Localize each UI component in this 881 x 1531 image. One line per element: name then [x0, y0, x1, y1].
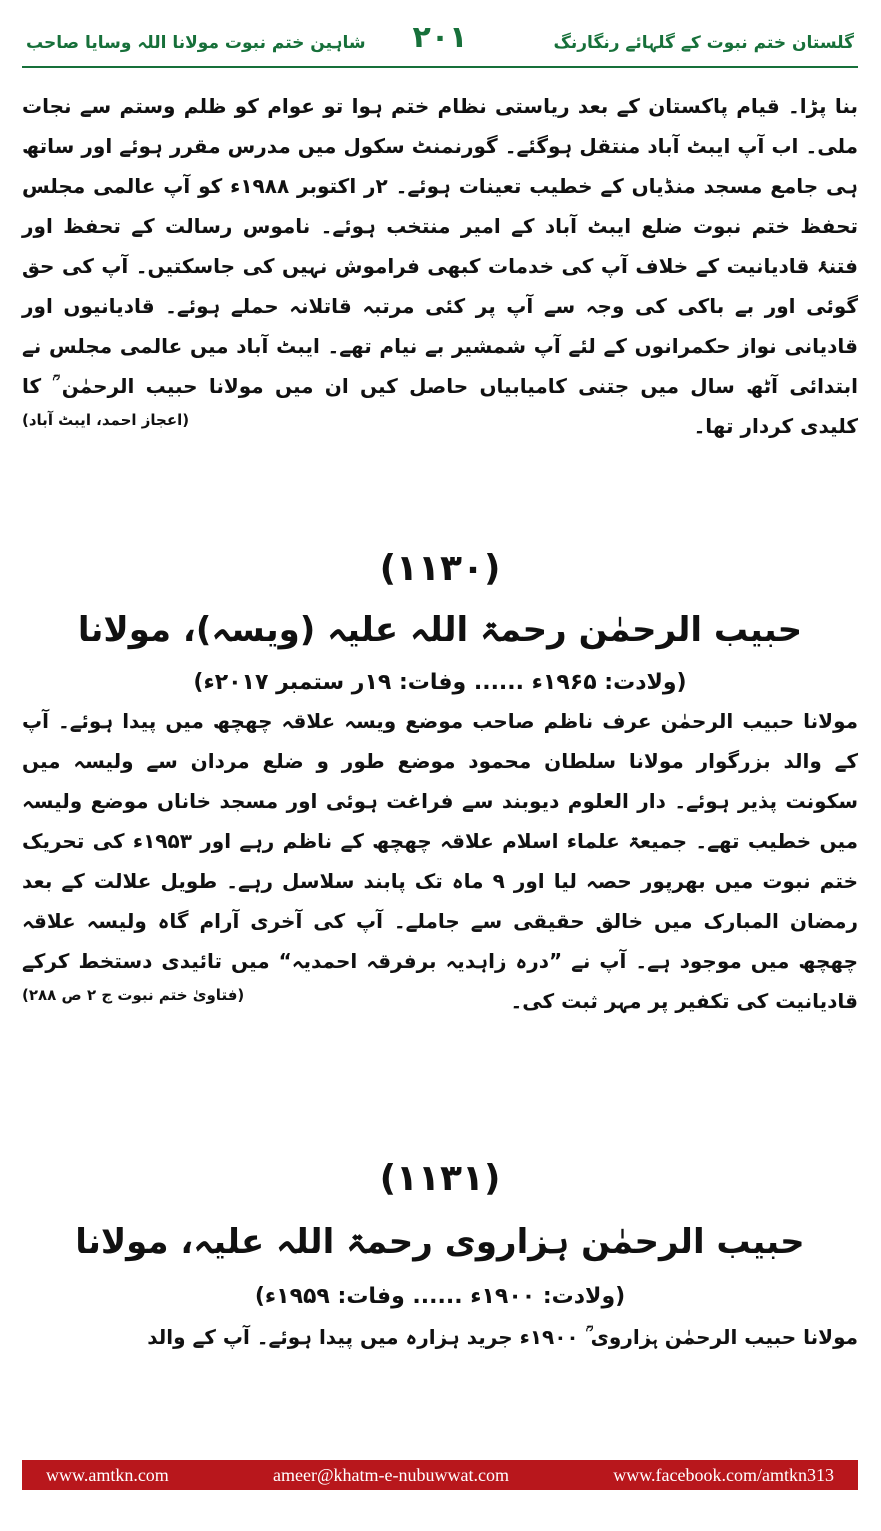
- entry-1130: [22, 548, 858, 1013]
- entry-title: حبیب الرحمٰن رحمۃ اللہ علیہ (ویسہ)، مولانا: [77, 610, 803, 650]
- intro-block: [22, 86, 858, 438]
- entry-number: (۱۱۳۱): [379, 1158, 501, 1199]
- email-link[interactable]: ameer@khatm-e-nubuwwat.com: [273, 1464, 510, 1485]
- author-name: شاہین ختم نبوت مولانا اللہ وسایا صاحب: [26, 33, 366, 53]
- entry-paragraph: مولانا حبیب الرحمٰن عرف ناظم صاحب موضع ویسہ علاقہ چھچھ میں پیدا ہوئے۔ آپ کے والد بزرگوار مولانا سلطان محمود موضع طور و ضلع مردان سے ولیسہ میں سکونت پذیر ہوئے۔ دار العلوم دیوبند سے فراغت ہوئی اور مسجد خاناں موضع ولیسہ میں خطیب تھے۔ جمیعۃ علماء اسلام علاقہ چھچھ کے ناظم رہے اور ۱۹۵۳ء کی تحریک ختم نبوت میں بھرپور حصہ لیا اور ۹ ماہ تک پابند سلاسل رہے۔ طویل علالت کے بعد رمضان المبارک میں خالق حقیقی سے جاملے۔ آپ کی آخری آرام گاہ ولیسہ علاقہ چھچھ میں موجود ہے۔ آپ نے ”درہ زاہدیہ برفرقہ احمدیہ“ میں تائیدی دستخط کرکے قادیانیت کی تکفیر پر مہر ثبت کی۔: [22, 709, 858, 1013]
- entry-dates: (ولادت: ۱۹۰۰ء ...... وفات: ۱۹۵۹ء): [254, 1284, 626, 1309]
- page-footer: [22, 1460, 858, 1490]
- website-link[interactable]: www.amtkn.com: [46, 1464, 169, 1485]
- entry-number: (۱۱۳۰): [379, 548, 501, 589]
- book-title: گلستان ختم نبوت کے گلہائے رنگارنگ: [553, 33, 854, 53]
- header-rule: [22, 66, 858, 68]
- entry-title: حبیب الرحمٰن ہزاروی رحمۃ اللہ علیہ، مولانا: [75, 1222, 805, 1262]
- entry-dates: (ولادت: ۱۹۶۵ء ...... وفات: ۱۹ر ستمبر ۲۰۱۷ء): [193, 670, 687, 695]
- entry-1131: [22, 1158, 858, 1357]
- page-header: [22, 20, 858, 68]
- entry-paragraph: مولانا حبیب الرحمٰن ہزاروی ؒ ۱۹۰۰ء جرید ہزارہ میں پیدا ہوئے۔ آپ کے والد: [147, 1325, 858, 1349]
- intro-citation: (اعجاز احمد، ایبٹ آباد): [22, 411, 190, 429]
- entry-citation: (فتاویٰ ختم نبوت ج ۲ ص ۲۸۸): [22, 986, 245, 1004]
- facebook-link[interactable]: www.facebook.com/amtkn313: [613, 1464, 834, 1485]
- intro-paragraph: بنا پڑا۔ قیام پاکستان کے بعد ریاستی نظام ختم ہوا تو عوام کو ظلم وستم سے نجات ملی۔ اب آپ ایبٹ آباد منتقل ہوگئے۔ گورنمنٹ سکول میں مدرس مقرر ہوئے اور ساتھ ہی جامع مسجد منڈیاں کے خطیب تعینات ہوئے۔ ۲ر اکتوبر ۱۹۸۸ء کو آپ عالمی مجلس تحفظ ختم نبوت ضلع ایبٹ آباد کے امیر منتخب ہوئے۔ ناموس رسالت کے تحفظ اور فتنۂ قادیانیت کے خلاف آپ کی خدمات کبھی فراموش نہیں کی جاسکتیں۔ آپ کی حق گوئی اور بے باکی کی وجہ سے آپ پر کئی مرتبہ قاتلانہ حملے ہوئے۔ قادیانیوں اور قادیانی نواز حکمرانوں کے لئے آپ شمشیر بے نیام تھے۔ ایبٹ آباد میں عالمی مجلس نے ابتدائی آٹھ سال میں جتنی کامیابیاں حاصل کیں ان میں مولانا حبیب الرحمٰن ؒ کا کلیدی کردار تھا۔: [22, 94, 858, 438]
- page-number: ۲۰۱: [412, 20, 468, 55]
